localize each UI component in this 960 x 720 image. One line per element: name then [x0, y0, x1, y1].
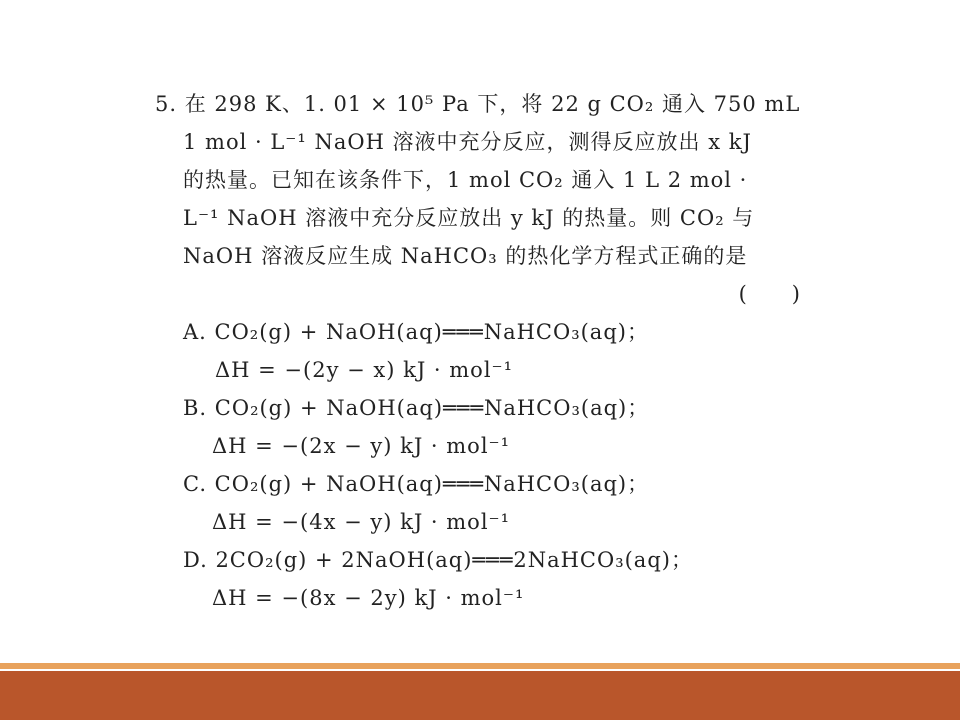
question-stem-line-2: 1 mol · L⁻¹ NaOH 溶液中充分反应，测得反应放出 x kJ — [183, 130, 752, 154]
option-a-enthalpy: ΔH = −(2y − x) kJ · mol⁻¹ — [215, 358, 514, 382]
question-block — [155, 85, 815, 617]
option-d-equation: D. 2CO₂(g) + 2NaOH(aq)═══2NaHCO₃(aq)； — [183, 548, 693, 572]
option-a-equation: A. CO₂(g) + NaOH(aq)═══NaHCO₃(aq)； — [183, 320, 649, 344]
option-c-equation: C. CO₂(g) + NaOH(aq)═══NaHCO₃(aq)； — [183, 472, 650, 496]
question-stem-line-4: L⁻¹ NaOH 溶液中充分反应放出 y kJ 的热量。则 CO₂ 与 — [183, 206, 755, 230]
footer-bar — [0, 671, 960, 720]
option-c-enthalpy: ΔH = −(4x − y) kJ · mol⁻¹ — [212, 510, 511, 534]
question-stem-line-5: NaOH 溶液反应生成 NaHCO₃ 的热化学方程式正确的是 — [183, 244, 748, 268]
option-d-enthalpy: ΔH = −(8x − 2y) kJ · mol⁻¹ — [212, 586, 525, 610]
answer-parentheses: ( ) — [738, 282, 801, 306]
footer-accent-bar — [0, 663, 960, 669]
option-b-enthalpy: ΔH = −(2x − y) kJ · mol⁻¹ — [212, 434, 511, 458]
question-stem-line-3: 的热量。已知在该条件下，1 mol CO₂ 通入 1 L 2 mol · — [183, 168, 748, 192]
option-b-equation: B. CO₂(g) + NaOH(aq)═══NaHCO₃(aq)； — [183, 396, 650, 420]
question-stem-line-1: 5. 在 298 K、1. 01 × 10⁵ Pa 下，将 22 g CO₂ 通入 750 mL — [155, 92, 801, 116]
